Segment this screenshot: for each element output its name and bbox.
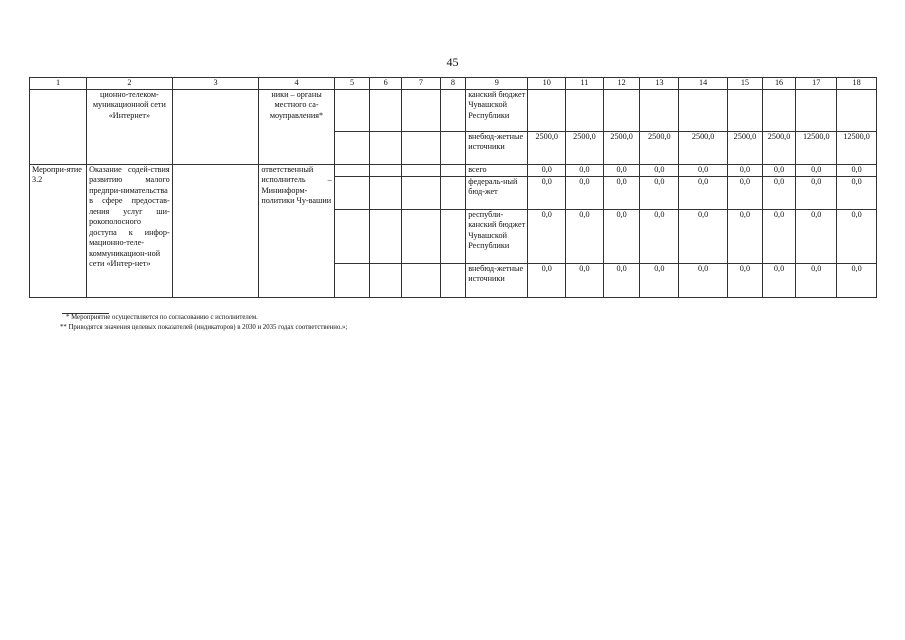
value-cell: 12500,0 <box>796 131 837 164</box>
header-cell: 18 <box>837 78 877 90</box>
table-cell <box>334 164 370 176</box>
value-cell: 2500,0 <box>762 131 796 164</box>
table-cell <box>402 164 441 176</box>
value-cell <box>762 89 796 131</box>
table-cell <box>30 89 87 164</box>
table-cell <box>334 209 370 263</box>
source-cell: внебюд-жетные источники <box>466 131 528 164</box>
table-cell <box>334 263 370 297</box>
value-cell <box>837 89 877 131</box>
value-cell: 2500,0 <box>640 131 679 164</box>
value-cell: 0,0 <box>640 209 679 263</box>
value-cell: 0,0 <box>640 263 679 297</box>
value-cell: 0,0 <box>837 164 877 176</box>
value-cell: 0,0 <box>837 263 877 297</box>
table-cell <box>334 131 370 164</box>
value-cell <box>528 89 566 131</box>
value-cell: 0,0 <box>837 209 877 263</box>
value-cell: 0,0 <box>603 176 640 209</box>
header-cell: 6 <box>370 78 402 90</box>
header-cell: 12 <box>603 78 640 90</box>
value-cell: 0,0 <box>528 263 566 297</box>
table-cell <box>172 164 259 297</box>
footnote-1: * Мероприятие осуществляется по согласованию с исполнителем. <box>66 314 258 321</box>
value-cell: 0,0 <box>762 263 796 297</box>
table-cell <box>402 176 441 209</box>
value-cell: 0,0 <box>762 176 796 209</box>
table-cell <box>172 89 259 164</box>
table-cell <box>440 89 465 131</box>
header-cell: 5 <box>334 78 370 90</box>
value-cell: 0,0 <box>728 176 763 209</box>
value-cell <box>796 89 837 131</box>
table-cell <box>370 89 402 131</box>
value-cell: 0,0 <box>796 164 837 176</box>
value-cell: 2500,0 <box>566 131 604 164</box>
footnote-2: ** Приводятся значения целевых показателей (индикаторов) в 2030 и 2035 годах соответственно.»; <box>60 324 348 331</box>
header-cell: 14 <box>679 78 728 90</box>
value-cell <box>728 89 763 131</box>
table-cell <box>440 131 465 164</box>
value-cell: 0,0 <box>566 176 604 209</box>
source-cell: республи-канский бюджет Чувашской Республики <box>466 209 528 263</box>
value-cell: 0,0 <box>728 209 763 263</box>
header-cell: 13 <box>640 78 679 90</box>
header-cell: 15 <box>728 78 763 90</box>
table-cell: ники – органы местного са-моуправления* <box>259 89 334 164</box>
value-cell: 0,0 <box>640 164 679 176</box>
header-cell: 11 <box>566 78 604 90</box>
table-cell <box>402 89 441 131</box>
value-cell: 0,0 <box>603 263 640 297</box>
value-cell: 0,0 <box>728 164 763 176</box>
value-cell <box>603 89 640 131</box>
value-cell: 0,0 <box>528 176 566 209</box>
table-cell <box>402 263 441 297</box>
source-cell: федераль-ный бюд-жет <box>466 176 528 209</box>
header-cell: 7 <box>402 78 441 90</box>
budget-table <box>29 77 877 298</box>
value-cell: 0,0 <box>679 164 728 176</box>
measure-description-cell: Оказание содей-ствия развитию малого предпри-нимательства в сфере предостав-ления услуг ши-рокополосного доступа к инфор-мационно-теле-коммуникацион-ной сети «Интер-нет» <box>87 164 173 297</box>
value-cell: 0,0 <box>796 176 837 209</box>
value-cell: 0,0 <box>837 176 877 209</box>
table-cell <box>440 164 465 176</box>
source-cell: всего <box>466 164 528 176</box>
table-cell <box>334 89 370 131</box>
header-cell: 9 <box>466 78 528 90</box>
value-cell: 0,0 <box>728 263 763 297</box>
table-cell <box>440 263 465 297</box>
value-cell: 0,0 <box>679 176 728 209</box>
header-cell: 8 <box>440 78 465 90</box>
measure-number-cell: Меропри-ятие 3.2 <box>30 164 87 297</box>
value-cell: 2500,0 <box>603 131 640 164</box>
value-cell: 0,0 <box>679 209 728 263</box>
value-cell: 0,0 <box>603 164 640 176</box>
table-cell <box>440 176 465 209</box>
header-cell: 2 <box>87 78 173 90</box>
table-row <box>30 89 877 131</box>
value-cell: 0,0 <box>528 209 566 263</box>
value-cell: 0,0 <box>796 263 837 297</box>
page-number: 45 <box>446 55 459 69</box>
header-row <box>30 78 877 90</box>
value-cell <box>566 89 604 131</box>
header-cell: 1 <box>30 78 87 90</box>
value-cell: 0,0 <box>566 263 604 297</box>
value-cell: 0,0 <box>528 164 566 176</box>
value-cell: 2500,0 <box>728 131 763 164</box>
header-cell: 16 <box>762 78 796 90</box>
value-cell: 0,0 <box>762 209 796 263</box>
table-cell <box>370 209 402 263</box>
value-cell: 0,0 <box>566 164 604 176</box>
header-cell: 3 <box>172 78 259 90</box>
executor-cell: ответственный исполнитель – Мининформ-политики Чу-вашии <box>259 164 334 297</box>
table-cell <box>370 131 402 164</box>
table-cell <box>402 131 441 164</box>
table-cell <box>440 209 465 263</box>
header-cell: 4 <box>259 78 334 90</box>
table-cell <box>334 176 370 209</box>
header-cell: 10 <box>528 78 566 90</box>
source-cell: внебюд-жетные источники <box>466 263 528 297</box>
value-cell: 0,0 <box>640 176 679 209</box>
table-cell <box>402 209 441 263</box>
table-cell <box>370 164 402 176</box>
value-cell <box>679 89 728 131</box>
table-cell <box>370 263 402 297</box>
value-cell: 0,0 <box>679 263 728 297</box>
value-cell: 0,0 <box>796 209 837 263</box>
table-cell: ционно-телеком-муникационной сети «Интернет» <box>87 89 173 164</box>
value-cell: 0,0 <box>566 209 604 263</box>
source-cell: канский бюджет Чувашской Республики <box>466 89 528 131</box>
value-cell: 0,0 <box>762 164 796 176</box>
value-cell: 0,0 <box>603 209 640 263</box>
value-cell: 2500,0 <box>679 131 728 164</box>
table-row <box>30 164 877 176</box>
header-cell: 17 <box>796 78 837 90</box>
value-cell <box>640 89 679 131</box>
table-cell <box>370 176 402 209</box>
value-cell: 2500,0 <box>528 131 566 164</box>
value-cell: 12500,0 <box>837 131 877 164</box>
